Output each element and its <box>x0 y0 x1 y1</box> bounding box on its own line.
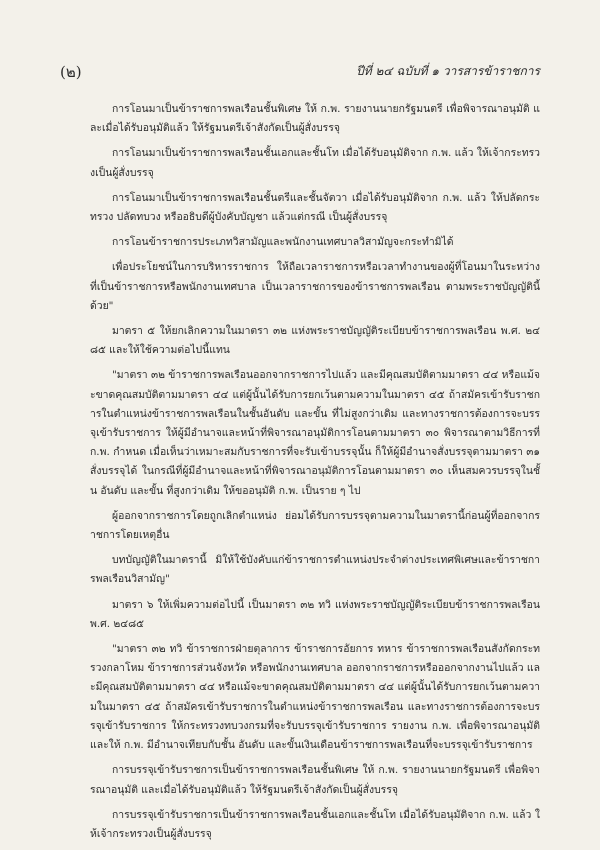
paragraph: การโอนมาเป็นข้าราชการพลเรือนชั้นพิเศษ ให้ ก.พ. รายงานนายกรัฐมนตรี เพื่อพิจารณาอนุมัติ และเมื่อได้รับอนุมัติแล้ว ให้รัฐมนตรีเจ้าสังกัดเป็นผู้สั่งบรรจุ <box>90 103 540 135</box>
paragraph: เพื่อประโยชน์ในการบริหารราชการ ให้ถือเวลาราชการหรือเวลาทำงานของผู้ที่โอนมาในระหว่างที่เป็นข้าราชการหรือพนักงานเทศบาล เป็นเวลาราชการของข้าราชการพลเรือน ตามพระราชบัญญัตินี้ด้วย" <box>90 261 540 312</box>
paragraph: มาตรา ๕ ให้ยกเลิกความในมาตรา ๓๒ แห่งพระราชบัญญัติระเบียบข้าราชการพลเรือน พ.ศ. ๒๔๘๕ และให้ใช้ความต่อไปนี้แทน <box>90 325 540 357</box>
paragraph: "มาตรา ๓๒ ทวิ ข้าราชการฝ่ายตุลาการ ข้าราชการอัยการ ทหาร ข้าราชการพลเรือนสังกัดกระทรวงกลาโหม ข้าราชการส่วนจังหวัด หรือพนักงานเทศบาล ออกจากราชการหรือออกจากงานไปแล้ว และมีคุณสมบัติตามมาตรา ๔๔ หรือแม้จะขาดคุณสมบัติตามมาตรา ๔๔ แต่ผู้นั้นได้รับการยกเว้นตามความในมาตรา ๔๕ ถ้าสมัครเข้ารับราชการในตำแหน่งข้าราชการพลเรือน และทางราชการต้องการจะบรรจุเข้ารับราชการ ให้กระทรวงทบวงกรมที่จะรับบรรจุเข้ารับราชการ รายงาน ก.พ. เพื่อพิจารณาอนุมัติ และให้ ก.พ. มีอำนาจเทียบกับชั้น อันดับ และขั้นเงินเดือนข้าราชการพลเรือนที่จะบรรจุเข้ารับราชการ <box>90 643 540 752</box>
running-head: ปีที่ ๒๔ ฉบับที่ ๑ วารสารข้าราชการ <box>356 64 540 78</box>
page-number: (๒) <box>60 63 82 81</box>
paragraph: การบรรจุเข้ารับราชการเป็นข้าราชการพลเรือนชั้นเอกและชั้นโท เมื่อได้รับอนุมัติจาก ก.พ. แล้ว ให้เจ้ากระทรวงเป็นผู้สั่งบรรจุ <box>90 808 540 840</box>
paragraph: "มาตรา ๓๒ ข้าราชการพลเรือนออกจากราชการไปแล้ว และมีคุณสมบัติตามมาตรา ๔๔ หรือแม้จะขาดคุณสมบัติตามมาตรา ๔๔ แต่ผู้นั้นได้รับการยกเว้นตามความในมาตรา ๔๕ ถ้าสมัครเข้ารับราชการในตำแหน่งข้าราชการพลเรือนในชั้นอันดับ และขั้น ที่ไม่สูงกว่าเดิม และทางราชการต้องการจะบรรจุเข้ารับราชการ ให้ผู้มีอำนาจและหน้าที่พิจารณาอนุมัติการโอนตามมาตรา ๓๐ พิจารณาตามวิธีการที่ ก.พ. กำหนด เมื่อเห็นว่าเหมาะสมกับราชการที่จะรับเข้าบรรจุนั้น ก็ให้ผู้มีอำนาจสั่งบรรจุตามมาตรา ๓๑ สั่งบรรจุได้ ในกรณีที่ผู้มีอำนาจและหน้าที่พิจารณาอนุมัติการโอนตามมาตรา ๓๐ เห็นสมควรบรรจุในชั้น อันดับ และขั้น ที่สูงกว่าเดิม ให้ขออนุมัติ ก.พ. เป็นราย ๆ ไป <box>90 369 540 497</box>
paragraph: การโอนมาเป็นข้าราชการพลเรือนชั้นตรีและชั้นจัตวา เมื่อได้รับอนุมัติจาก ก.พ. แล้ว ให้ปลัดกระทรวง ปลัดทบวง หรืออธิบดีผู้บังคับบัญชา แล้วแต่กรณี เป็นผู้สั่งบรรจุ <box>90 191 540 224</box>
paragraph: การโอนมาเป็นข้าราชการพลเรือนชั้นเอกและชั้นโท เมื่อได้รับอนุมัติจาก ก.พ. แล้ว ให้เจ้ากระทรวงเป็นผู้สั่งบรรจุ <box>90 147 540 179</box>
paragraph: บทบัญญัติในมาตรานี้ มิให้ใช้บังคับแก่ข้าราชการตำแหน่งประจำต่างประเทศพิเศษและข้าราชการพลเรือนวิสามัญ" <box>90 554 540 586</box>
page-header <box>60 60 540 80</box>
paragraph: ผู้ออกจากราชการโดยถูกเลิกตำแหน่ง ย่อมได้รับการบรรจุตามความในมาตรานี้ก่อนผู้ที่ออกจากราชการโดยเหตุอื่น <box>90 509 540 542</box>
body-text <box>90 100 540 850</box>
paragraph: มาตรา ๖ ให้เพิ่มความต่อไปนี้ เป็นมาตรา ๓๒ ทวิ แห่งพระราชบัญญัติระเบียบข้าราชการพลเรือน พ.ศ. ๒๔๘๕ <box>90 598 540 630</box>
paragraph: การบรรจุเข้ารับราชการเป็นข้าราชการพลเรือนชั้นพิเศษ ให้ ก.พ. รายงานนายกรัฐมนตรี เพื่อพิจารณาอนุมัติ และเมื่อได้รับอนุมัติแล้ว ให้รัฐมนตรีเจ้าสังกัดเป็นผู้สั่งบรรจุ <box>90 764 540 796</box>
paragraph: การโอนข้าราชการประเภทวิสามัญและพนักงานเทศบาลวิสามัญจะกระทำมิได้ <box>112 236 454 249</box>
